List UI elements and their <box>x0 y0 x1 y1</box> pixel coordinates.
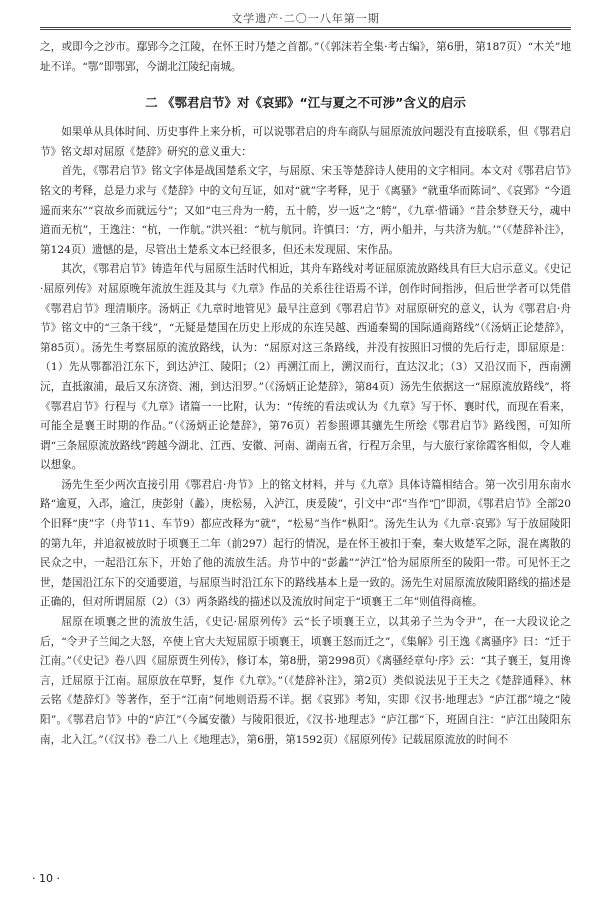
paragraph: 其次，《鄂君启节》铸造年代与屈原生活时代相近，其舟车路线对考证屈原流放路线具有巨大启示意义。《史记·屈原列传》对屈原晚年流放生涯及其与《九章》作品的关系往往语焉不详，创作时间指涉，但后世学者可以凭借《鄂君启节》理清顺序。汤炳正《九章时地管见》最早注意到《鄂君启节》对屈原研究的意义，认为《鄂君启·舟节》铭文中的“三条干线”，“无疑是楚国在历史上形成的东连吴越、西通秦蜀的国际通商路线”（《汤炳正论楚辞》，第85页）。汤先生考察屈原的流放路线，认为：“屈原对这三条路线，并没有按照旧习惯的先后行走，即屈原是：（1）先从鄂都沿江东下，到达泸江、陵阳；（2）再溯江而上，溯汉而行，直达汉北；（3）又沿汉而下，西南溯沅，直抵溆浦，最后又东济资、湘，到达汨罗。”（《汤炳正论楚辞》，第84页）汤先生依据这一“屈原流放路线”，将《鄂君启节》行程与《九章》诸篇一一比附，认为：“传统的看法或认为《九章》写于怀、襄时代，而现在看来，可能全是襄王时期的作品。”（《汤炳正论楚辞》，第76页）若参照谭其骧先生所绘《鄂君启节》路线图，可知所谓“三条屈原流放路线”跨越今湖北、江西、安徽、河南、湖南五省，行程万余里，与大旅行家徐霞客相似，令人难以想象。 <box>40 263 571 472</box>
section-title: 二 《鄂君启节》对《哀郢》“江与夏之不可涉”含义的启示 <box>145 95 466 111</box>
page-number: · 10 · <box>32 872 60 885</box>
paragraph: 首先，《鄂君启节》铭文字体是战国楚系文字，与屈原、宋玉等楚辞诗人使用的文字相同。本文对《鄂君启节》铭文的考释，总是力求与《楚辞》中的文句互证，如对“就”字考释，见于《离骚》“就重华而陈词”、《哀郢》“今逍遥而来东”“哀故乡而就远兮”；又如“屯三舟为一舿，五十舿，岁一返”之“舿”，《九章·惜诵》“昔余梦登天兮，魂中道而无杭”，王逸注：“杭，一作航。”洪兴祖：“杭与航同。许慎曰：‘方，两小船并，与共济为航。’”（《楚辞补注》，第124页）遗憾的是，尽管出土楚系文本已经很多，但还未发现屈、宋作品。 <box>40 165 571 256</box>
paragraph-continued: 之，或即今之沙市。鄢郢今之江陵，在怀王时乃楚之首都。”（《郭沫若全集·考古编》，第6册，第187页）“木关”地址不详。“鄂”即鄂郢，今湖北江陵纪南城。 <box>40 41 571 73</box>
paragraph: 屈原在顷襄之世的流放生活，《史记·屈原列传》云“长子顷襄王立，以其弟子兰为令尹”，在一大段议论之后，“令尹子兰闻之大怒，卒使上官大夫短屈原于顷襄王，顷襄王怒而迁之”，《集解》引王逸《离骚序》曰：“迁于江南。”（《史记》卷八四《屈原贾生列传》，修订本，第8册，第2998页）《离骚经章句·序》云：“其子襄王，复用谗言，迁屈原于江南。屈原放在草野，复作《九章》。”（《楚辞补注》，第2页）类似说法见于王夫之《楚辞通释》、林云铭《楚辞灯》等著作，至于“江南”何地则语焉不详。据《哀郢》考知，实即《汉书·地理志》“庐江郡”境之“陵阳”。《鄂君启节》中的“庐江”（今属安徽）与陵阳很近，《汉书·地理志》“庐江郡”下，班固自注：“庐江出陵阳东南，北入江。”（《汉书》卷二八上《地理志》，第6册，第1592页）《屈原列传》记载屈原流放的时间不 <box>40 616 571 746</box>
paragraph: 汤先生至少两次直接引用《鄂君启·舟节》上的铭文材料，并与《九章》具体诗篇相结合。第一次引用东南水路“逾夏，入邔，逾江，庚彭射（蠡），庚松易，入泸江，庚爰陵”，引文中“邔”当作“𨛹”即涢，《鄂君启节》全部20个旧释“庚”字（舟节11、车节9）都应改释为“就”，“松易”当作“枞阳”。汤先生认为《九章·哀郢》写于放屈陵阳的第九年，并追叙被放时于顷襄王二年（前297）起行的情况，是在怀王被扣于秦，秦大败楚军之际，混在离散的民众之中，一起沿江东下，开始了他的流放生活。舟节中的“彭蠡”“泸江”恰为屈原所至的陵阳一带。可见怀王之世，楚国沿江东下的交通要道，与屈原当时沿江东下的路线基本上是一致的。汤先生对屈原流放陵阳路线的描述是正确的，但对所谓屈原（2）（3）两条路线的描述以及流放时间定于“顷襄王二年”则值得商榷。 <box>40 478 571 609</box>
running-header: 文学遗产·二〇一八年第一期 <box>231 12 380 25</box>
article-body <box>40 38 571 750</box>
header-rule <box>40 27 571 30</box>
paragraph: 如果单从具体时间、历史事件上来分析，可以说鄂君启的舟车商队与屈原流放问题没有直接联系，但《鄂君启节》铭文却对屈原《楚辞》研究的意义重大： <box>40 126 571 158</box>
